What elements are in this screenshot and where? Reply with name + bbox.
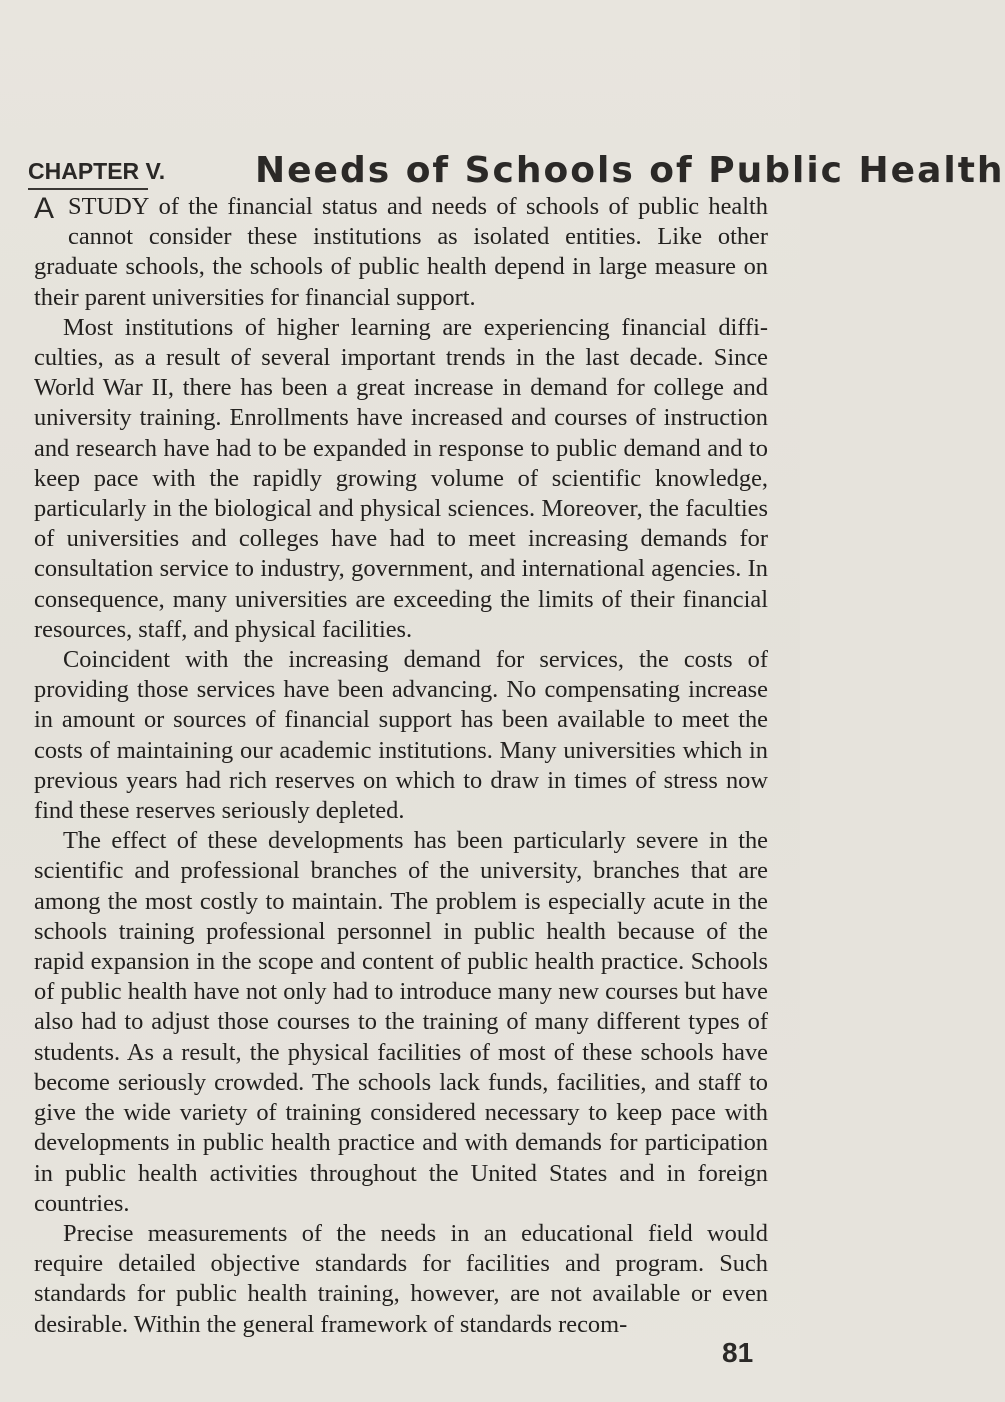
drop-cap: A (34, 192, 55, 225)
opening-words: STUDY (68, 193, 150, 220)
paragraph-5: Precise measurements of the needs in an educational field would require detailed objective standards for facilities and program. Such standards for public health training, however, are not available or even desirable. Within the general framework of standards recom- (34, 1219, 768, 1338)
page-number: 81 (722, 1337, 754, 1368)
chapter-body (34, 192, 768, 1340)
chapter-label-underline (28, 188, 148, 190)
chapter-label: CHAPTER V. (28, 158, 166, 184)
paragraph-2: Most institutions of higher learning are experiencing financial difficulties, as a result of several important trends in the last decade. Since World War II, there has been a great increase in demand for college and university training. Enrollments have increased and courses of instruction and research have had to be expanded in response to public demand and to keep pace with the rapidly growing volume of scientific knowledge, particularly in the biological and physical sciences. Moreover, the faculties of universities and colleges have had to meet increasing demands for consultation service to industry, government, and international agencies. In consequence, many universities are exceeding the limits of their financial resources, staff, and physical facilities. (34, 313, 768, 643)
paragraph-1 (34, 192, 768, 313)
paragraph-4: The effect of these developments has been particularly severe in the scientific and professional branches of the university, branches that are among the most costly to maintain. The problem is especially acute in the schools training professional personnel in public health because of the rapid expansion in the scope and content of public health practice. Schools of public health have not only had to introduce many new courses but have also had to adjust those courses to the training of many different types of students. As a result, the physical facilities of most of these schools have become seriously crowded. The schools lack funds, facilities, and staff to give the wide variety of training considered necessary to keep pace with developments in public health practice and with demands for participation in public health activities throughout the United States and in foreign countries. (34, 827, 768, 1217)
paragraph-3: Coincident with the increasing demand for services, the costs of providing those services have been advancing. No compensating increase in amount or sources of financial support has been available to meet the costs of maintaining our academic institutions. Many universities which in previous years had rich reserves on which to draw in times of stress now find these reserves seriously depleted. (34, 646, 768, 825)
chapter-title: Needs of Schools of Public Health (255, 150, 1005, 191)
paragraph-1-text: of the financial status and needs of schools of public health cannot consider these institutions as isolated entities. Like other graduate schools, the schools of public health depend in large measure on their parent universities for financial support. (34, 193, 768, 311)
chapter-header (28, 150, 1005, 191)
